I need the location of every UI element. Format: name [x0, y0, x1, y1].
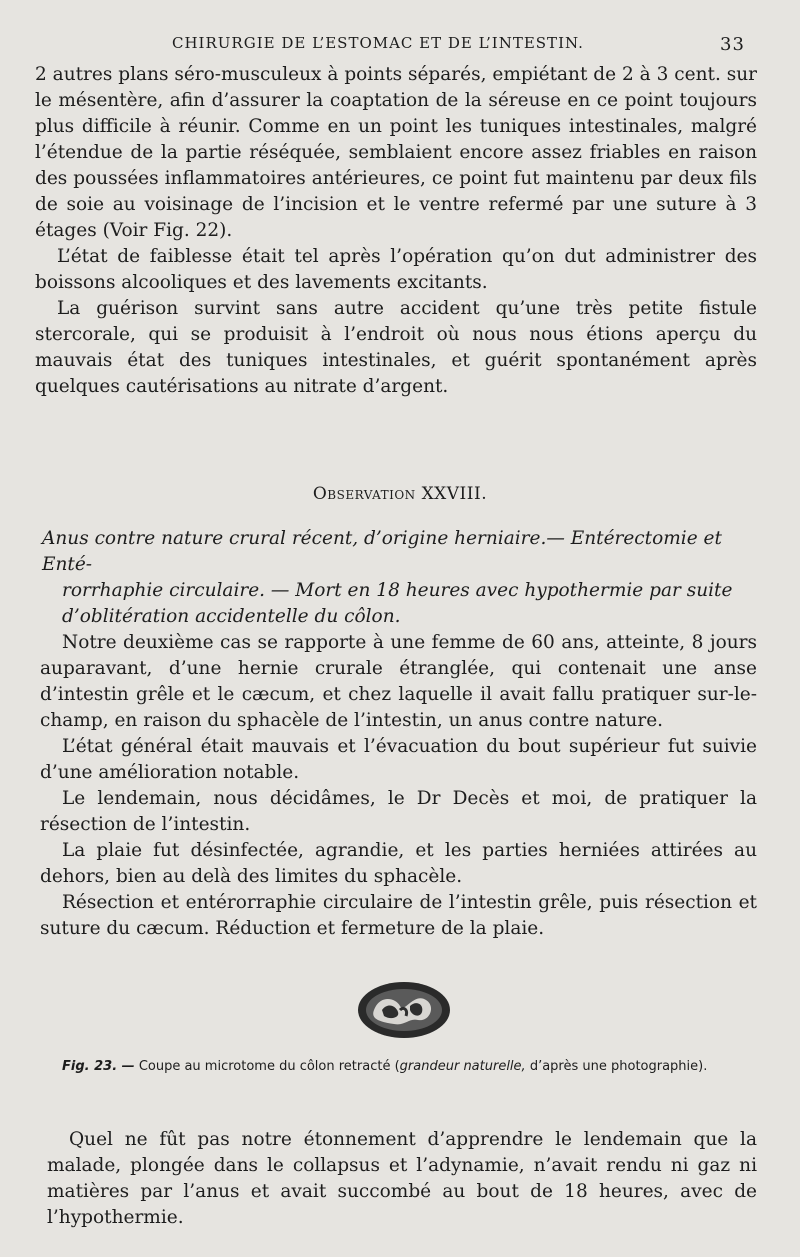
observation-label: Observation [312, 484, 416, 504]
summary-line-2: rorrhaphie circulaire. — Mort en 18 heures avec hypothermie par suite [62, 580, 733, 601]
paragraph-1: 2 autres plans séro-musculeux à points séparés, empiétant de 2 à 3 cent. sur le mésentère, afin d’assurer la coaptation de la séreuse en ce point toujours plus difficile à réunir. Comme en un point les tuniques intestinales, malgré l’étendue de la partie réséquée, semblaient encore assez friables en raison des poussées inflammatoires antérieures, ce point fut maintenu par deux fils de soie au voisinage de l’incision et le ventre refermé par une suture à 3 étages (Voir Fig. 22). [35, 64, 757, 241]
paragraph-5: L’état général était mauvais et l’évacuation du bout supérieur fut suivie d’une amélioration notable. [40, 736, 757, 783]
opening-paragraphs [35, 62, 757, 400]
caption-italic: grandeur naturelle, [399, 1059, 526, 1074]
caption-main: Coupe au microtome du côlon retracté [138, 1059, 391, 1074]
running-title: CHIRURGIE DE L’ESTOMAC ET DE L’INTESTIN. [172, 34, 584, 52]
figure-label: Fig. 23. — [62, 1059, 135, 1074]
case-paragraphs [40, 630, 757, 942]
page-number: 33 [720, 34, 745, 55]
closing-paragraph-block [47, 1127, 757, 1231]
summary-line-3: d’oblitération accidentelle du côlon. [62, 606, 401, 627]
observation-number: XXVIII. [421, 484, 488, 504]
paragraph-9: Quel ne fût pas notre étonnement d’apprendre le lendemain que la malade, plongée dans le collapsus et l’adynamie, n’avait rendu ni gaz ni matières par l’anus et avait succombé au bout de 18 heures, avec de l’hypothermie. [47, 1129, 757, 1228]
figure-caption [62, 1058, 762, 1076]
caption-tail: d’après une photographie). [525, 1059, 708, 1074]
microtome-section-figure [356, 980, 452, 1040]
caption-paren: ( [394, 1059, 400, 1074]
paragraph-6: Le lendemain, nous décidâmes, le Dr Decès et moi, de pratiquer la résection de l’intestin. [40, 788, 757, 835]
observation-heading [0, 484, 800, 504]
paragraph-3: La guérison survint sans autre accident qu’une très petite fistule stercorale, qui se produisit à l’endroit où nous nous étions aperçu du mauvais état des tuniques intestinales, et guérit spontanément après quelques cautérisations au nitrate d’argent. [35, 298, 757, 397]
observation-summary [42, 526, 757, 630]
paragraph-4: Notre deuxième cas se rapporte à une femme de 60 ans, atteinte, 8 jours auparavant, d’une hernie crurale étranglée, qui contenait une anse d’intestin grêle et le cæcum, et chez laquelle il avait fallu pratiquer sur-le-champ, en raison du sphacèle de l’intestin, un anus contre nature. [40, 632, 757, 731]
summary-line-1: Anus contre nature crural récent, d’origine herniaire.— Entérectomie et Enté- [42, 528, 722, 575]
paragraph-7: La plaie fut désinfectée, agrandie, et les parties herniées attirées au dehors, bien au delà des limites du sphacèle. [40, 840, 757, 887]
paragraph-8: Résection et entérorraphie circulaire de l’intestin grêle, puis résection et suture du cæcum. Réduction et fermeture de la plaie. [40, 892, 757, 939]
paragraph-2: L’état de faiblesse était tel après l’opération qu’on dut administrer des boissons alcooliques et des lavements excitants. [35, 246, 757, 293]
